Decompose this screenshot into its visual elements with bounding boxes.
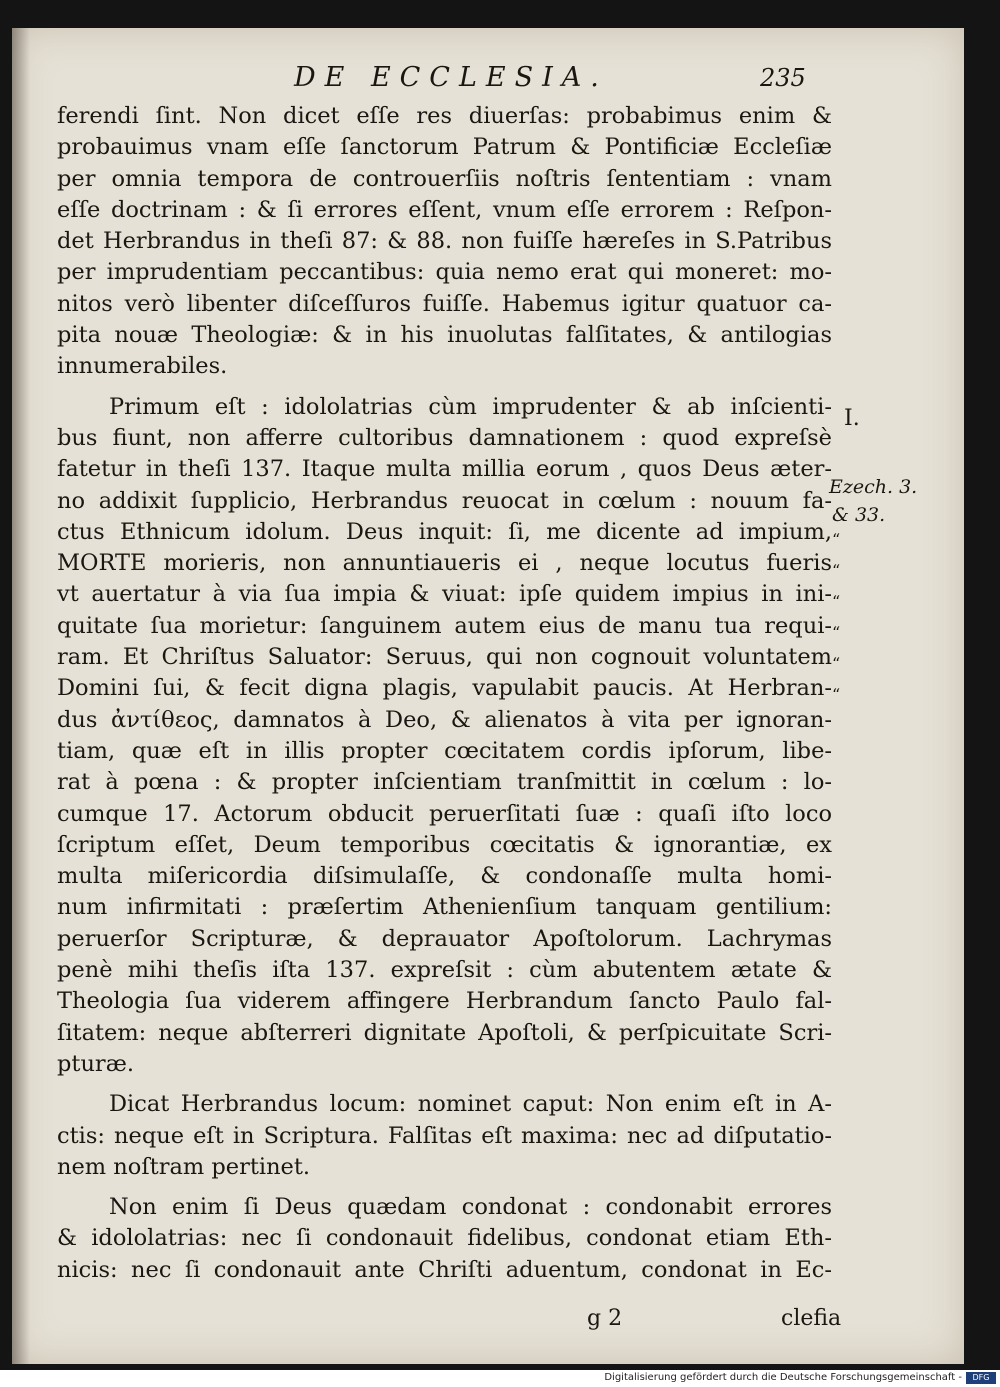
text-line: num infirmitati : præſertim Athenienſium tanquam gentilium: [57,894,832,921]
text-line: pturæ. [57,1050,134,1077]
margin-numeral: I. [844,406,860,431]
digitization-note: Digitalisierung gefördert durch die Deutsche Forschungsgemeinschaft - [604,1372,962,1383]
text-line: rat à pœna : & propter inſcientiam tranſmittit in cœlum : lo- [57,769,832,796]
quote-mark: “ [832,623,842,642]
text-line: ſitatem: neque abſterreri dignitate Apoſtoli, & perſpicuitate Scri- [57,1019,832,1046]
digitization-footer [0,1370,1000,1387]
margin-reference-line2: & 33. [832,504,886,526]
text-line: penè mihi theſis iſta 137. expreſsit : cùm abutentem ætate & [57,957,832,984]
text-line: ram. Et Chriſtus Saluator: Seruus, qui non cognouit voluntatem [57,644,832,671]
text-line: det Herbrandus in theſi 87: & 88. non fuiſſe hæreſes in S.Patribus [57,228,832,255]
text-line: dus ἀντίθεος, damnatos à Deo, & alienatos à vita per ignoran- [57,706,832,733]
text-line: Theologia ſua viderem affingere Herbrandum ſancto Paulo fal- [57,988,832,1015]
catchword: clefia [781,1306,842,1331]
quote-mark: “ [832,685,842,704]
running-title: DE ECCLESIA. [294,62,608,93]
text-line: ctis: neque eſt in Scriptura. Falſitas eſt maxima: nec ad diſputatio- [57,1122,832,1149]
text-line: fatetur in theſi 137. Itaque multa millia eorum , quos Deus æter- [57,456,832,483]
text-line: tiam, quæ eſt in illis propter cœcitatem cordis ipſorum, libe- [57,737,832,764]
text-line: ferendi ſint. Non dicet eſſe res diuerſas: probabimus enim & [57,103,832,129]
page-header [12,62,964,98]
text-line: multa miſericordia diſsimulaſſe, & condonaſſe multa homi- [57,863,832,890]
text-line: vt auertatur à via ſua impia & viuat: ipſe quidem impius in ini- [57,581,832,608]
text-line: per omnia tempora de controuerſiis noſtris ſententiam : vnam [57,165,832,192]
text-line: Domini ſui, & fecit digna plagis, vapulabit paucis. At Herbran- [57,675,832,702]
text-line: & idololatrias: nec ſi condonauit fidelibus, condonat etiam Eth- [57,1225,832,1252]
text-line: probauimus vnam eſſe ſanctorum Patrum & Pontificiæ Eccleſiæ [57,134,832,161]
signature-mark: g 2 [587,1306,623,1331]
text-line: nem noſtram pertinet. [57,1153,311,1180]
page-body [57,101,832,1286]
text-line: peruerſor Scripturæ, & deprauator Apoſtolorum. Lachrymas [57,925,832,952]
margin-reference-line1: Ezech. 3. [829,476,918,498]
quote-mark: “ [832,530,842,549]
text-line: eſſe doctrinam : & ſi errores eſſent, vnum eſſe errorem : Reſpon- [57,196,832,223]
text-line: Primum eſt : idololatrias cùm imprudenter & ab inſcienti- [109,393,832,420]
text-line: quitate ſua morietur: ſanguinem autem eius de manu tua requi- [57,612,832,639]
text-line: no addixit ſupplicio, Herbrandus reuocat in cœlum : nouum fa- [57,487,832,514]
quote-mark: “ [832,561,842,580]
text-line: MORTE morieris, non annuntiaueris ei , neque locutus fueris [57,550,832,577]
text-line: Dicat Herbrandus locum: nominet caput: Non enim eſt in A- [109,1091,832,1118]
page-number: 235 [760,64,806,92]
book-page [12,28,964,1364]
text-line: cumque 17. Actorum obducit peruerſitati ſuæ : quaſi iſto loco [57,800,832,827]
text-line: pita nouæ Theologiæ: & in his inuolutas falſitates, & antilogias [57,322,832,349]
text-line: ſcriptum eſſet, Deum temporibus cœcitatis & ignorantiæ, ex [57,831,832,858]
text-line: ctus Ethnicum idolum. Deus inquit: ſi, me dicente ad impium, [57,518,832,545]
quote-mark: “ [832,654,842,673]
text-line: bus fiunt, non afferre cultoribus damnationem : quod expreſsè [57,424,832,451]
text-line: per imprudentiam peccantibus: quia nemo erat qui moneret: mo- [57,259,832,286]
text-line: nitos verò libenter diſceſſuros fuiſſe. Habemus igitur quatuor ca- [57,290,832,317]
text-line: Non enim ſi Deus quædam condonat : condonabit errores [109,1194,832,1221]
quote-mark: “ [832,592,842,611]
dfg-logo-icon: DFG [966,1372,996,1384]
text-line: nicis: nec ſi condonauit ante Chriſti aduentum, condonat in Ec- [57,1256,832,1283]
text-line: innumerabiles. [57,353,228,380]
